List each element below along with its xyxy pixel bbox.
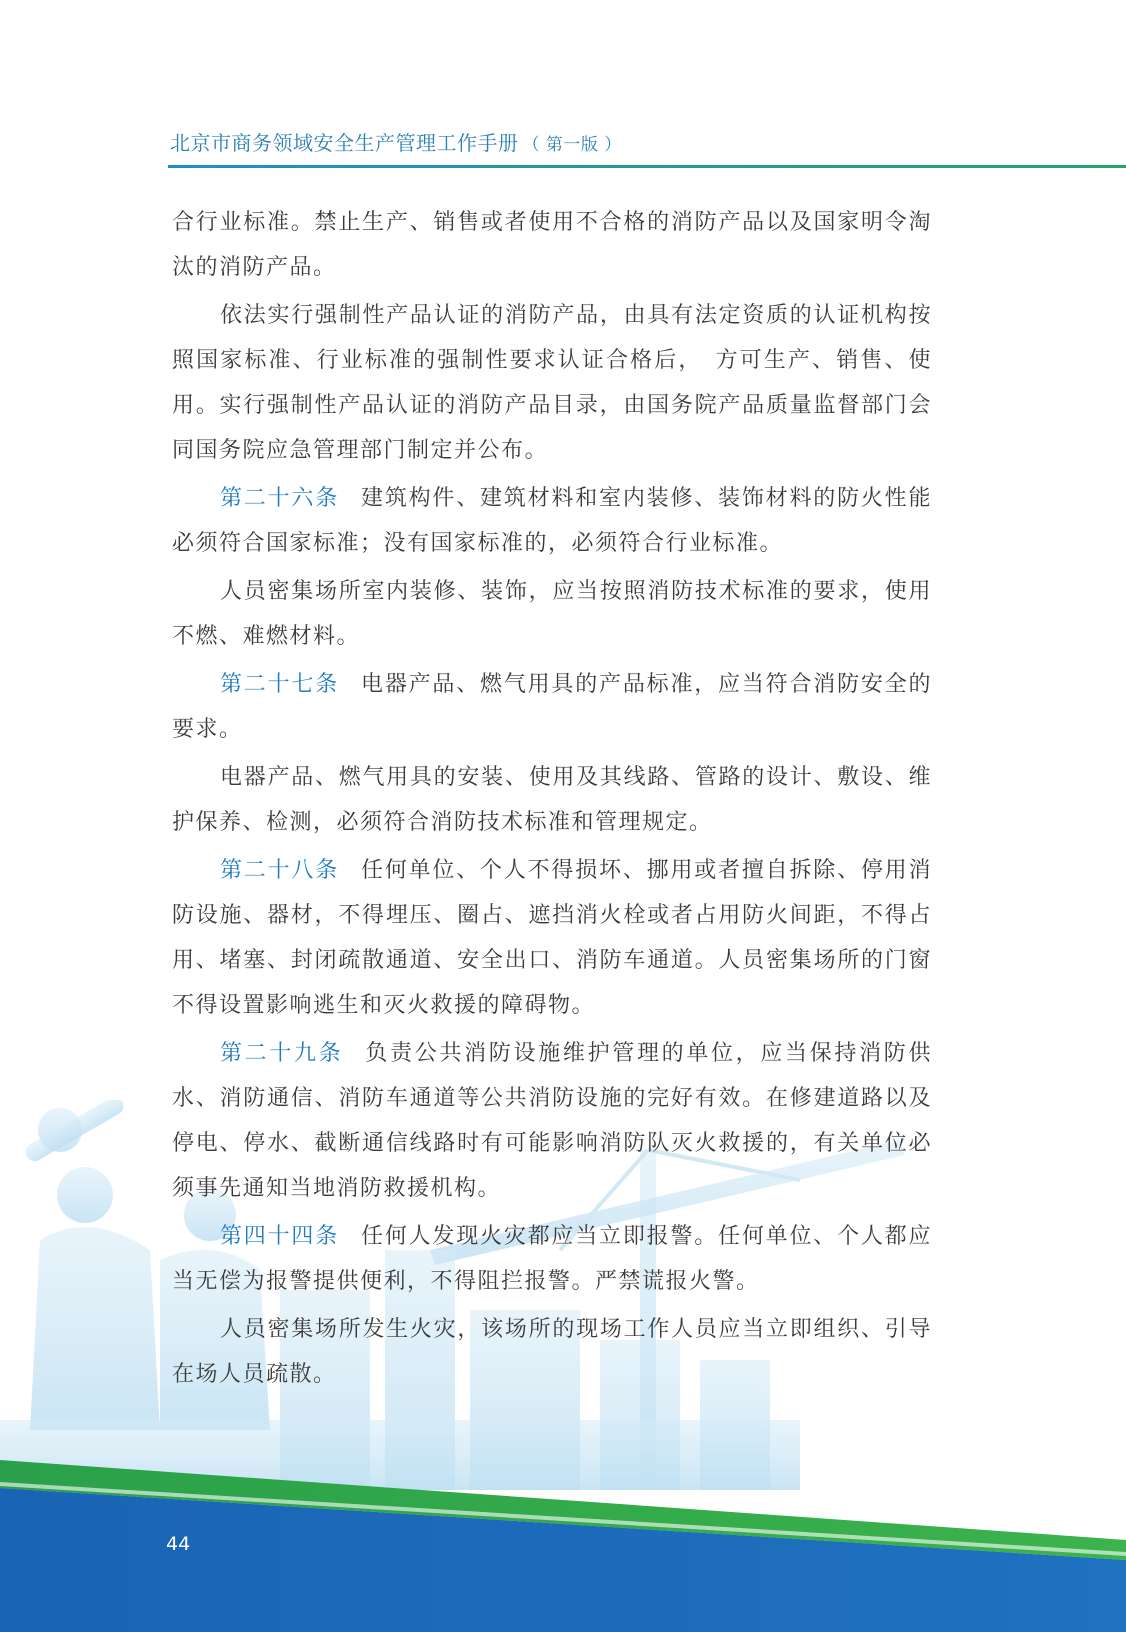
paragraph-text: 任何单位、个人不得损坏、挪用或者擅自拆除、停用消防设施、器材，不得埋压、圈占、遮挡消火栓或者占用防火间距，不得占用、堵塞、封闭疏散通道、安全出口、消防车通道。人员密集场所的门窗不得设置影响逃生和灭火救援的障碍物。	[172, 858, 932, 1018]
paragraph-4	[172, 569, 932, 659]
paragraph-9	[172, 1214, 932, 1304]
paragraph-10	[172, 1307, 932, 1397]
article-number: 第二十九条	[220, 1041, 344, 1066]
paragraph-text: 电器产品、燃气用具的产品标准，应当符合消防安全的要求。	[172, 672, 932, 742]
article-number: 第四十四条	[220, 1224, 340, 1249]
paragraph-text: 合行业标准。禁止生产、销售或者使用不合格的消防产品以及国家明令淘汰的消防产品。	[172, 210, 932, 280]
header-title: 北京市商务领域安全生产管理工作手册	[170, 131, 519, 155]
paragraph-text: 建筑构件、建筑材料和室内装修、装饰材料的防火性能必须符合国家标准；没有国家标准的，必须符合行业标准。	[172, 486, 932, 556]
paragraph-text: 电器产品、燃气用具的安装、使用及其线路、管路的设计、敷设、维护保养、检测，必须符合消防技术标准和管理规定。	[172, 765, 932, 835]
page-number: 44	[166, 1533, 191, 1555]
paragraph-text: 人员密集场所室内装修、装饰，应当按照消防技术标准的要求，使用不燃、难燃材料。	[172, 579, 932, 649]
article-number: 第二十八条	[220, 858, 340, 883]
paragraph-8	[172, 1031, 932, 1211]
paragraph-text: 依法实行强制性产品认证的消防产品，由具有法定资质的认证机构按照国家标准、行业标准的强制性要求认证合格后， 方可生产、销售、使用。实行强制性产品认证的消防产品目录，由国务院产品质量监督部门会同国务院应急管理部门制定并公布。	[172, 303, 932, 463]
paragraph-3	[172, 476, 932, 566]
paragraph-text: 负责公共消防设施维护管理的单位，应当保持消防供水、消防通信、消防车通道等公共消防设施的完好有效。在修建道路以及停电、停水、截断通信线路时有可能影响消防队灭火救援的，有关单位必须事先通知当地消防救援机构。	[172, 1041, 932, 1201]
article-number: 第二十六条	[220, 486, 340, 511]
paragraph-text: 任何人发现火灾都应当立即报警。任何单位、个人都应当无偿为报警提供便利，不得阻拦报警。严禁谎报火警。	[172, 1224, 932, 1294]
paragraph-2	[172, 293, 932, 473]
article-number: 第二十七条	[220, 672, 340, 697]
body-text	[172, 200, 932, 1400]
paragraph-5	[172, 662, 932, 752]
header-rule	[168, 165, 1126, 168]
paragraph-text: 人员密集场所发生火灾，该场所的现场工作人员应当立即组织、引导在场人员疏散。	[172, 1317, 932, 1387]
running-header	[170, 127, 622, 156]
paragraph-7	[172, 848, 932, 1028]
header-edition: （ 第一版 ）	[522, 135, 622, 155]
paragraph-1	[172, 200, 932, 290]
paragraph-6	[172, 755, 932, 845]
